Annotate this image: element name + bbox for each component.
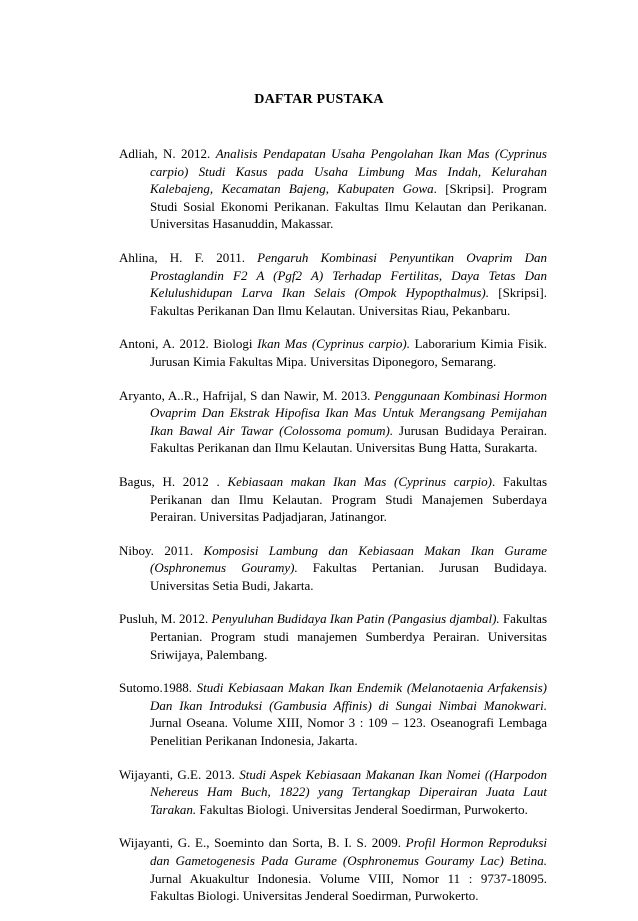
reference-entry [119,679,547,749]
reference-entry [119,610,547,663]
reference-entry [119,145,547,233]
reference-source: Fakultas Pertanian. Program studi manajemen Sumberdya Perairan. Universitas Sriwijaya, Palembang. [150,611,548,662]
reference-source: Laborarium Kimia Fisik. Jurusan Kimia Fakultas Mipa. Universitas Diponegoro, Semarang. [150,336,547,369]
reference-title: Analisis Pendapatan Usaha Pengolahan Ikan Mas (Cyprinus carpio) Studi Kasus pada Usaha Limbung Mas Indah, Kelurahan Kalebajeng, Kecamatan Bajeng, Kabupaten Gowa [150,146,547,197]
reference-source: . Fakultas Perikanan dan Ilmu Kelautan. Program Studi Manajemen Suberdaya Perairan. Universitas Padjadjaran, Jatinangor. [150,473,548,525]
reference-entry [119,473,547,526]
reference-entry [119,766,547,819]
reference-title: Kebiasaan makan Ikan Mas (Cyprinus carpio) [227,473,492,489]
reference-entry [119,542,547,595]
reference-title: Penyuluhan Budidaya Ikan Patin (Pangasius djambal). [211,611,500,627]
reference-entry [119,834,547,904]
reference-authors-year: Pusluh, M. 2012. [119,611,212,627]
reference-title: Studi Aspek Kebiasaan Makanan Ikan Nomei ((Harpodon Nehereus Ham Buch, 1822) yang Tertangkap Diperairan Juata Laut Tarakan. [150,766,547,817]
reference-list [119,145,547,921]
reference-entry [119,249,547,319]
reference-title: Studi Kebiasaan Makan Ikan Endemik (Melanotaenia Arfakensis) Dan Ikan Introduksi (Gambusia Affinis) di Sungai Nimbai Manokwari. [150,680,547,713]
reference-title: Profil Hormon Reproduksi dan Gametogenesis Pada Gurame (Osphronemus Gouramy Lac) Betina. [150,835,548,868]
reference-source: Jurnal Oseana. Volume XIII, Nomor 3 : 109 – 123. Oseanografi Lembaga Penelitian Perikanan Indonesia, Jakarta. [150,715,547,749]
reference-source: Jurnal Akuakultur Indonesia. Volume VIII, Nomor 11 : 9737-18095. Fakultas Biologi. Universitas Jenderal Soedirman, Purwokerto. [150,870,547,904]
reference-source: Jurusan Budidaya Perairan. Fakultas Perikanan dan Ilmu Kelautan. Universitas Bung Hatta, Surakarta. [150,422,547,456]
reference-entry [119,335,547,370]
page-title: DAFTAR PUSTAKA [254,92,384,107]
reference-title: Pengaruh Kombinasi Penyuntikan Ovaprim Dan Prostaglandin F2 A (Pgf2 A) Terhadap Fertilitas, Daya Tetas Dan Kelulushidupan Larva Ikan Selais (Ompok Hypopthalmus). [150,249,547,301]
reference-authors-year: Wijayanti, G.E. 2013. [119,766,240,782]
reference-entry [119,387,547,457]
reference-source: Fakultas Pertanian. Jurusan Budidaya. Universitas Setia Budi, Jakarta. [150,560,547,593]
reference-title: Penggunaan Kombinasi Hormon Ovaprim Dan Ekstrak Hipofisa Ikan Mas Untuk Merangsang Pemijahan Ikan Bawal Air Tawar (Colossoma pomum). [150,387,548,438]
reference-authors-year: Bagus, H. 2012 . [119,473,228,489]
reference-authors-year: Ahlina, H. F. 2011. [119,249,258,265]
reference-authors-year: Sutomo.1988. [119,680,197,696]
reference-title: Ikan Mas (Cyprinus carpio). [257,336,410,352]
reference-authors-year: Niboy. 2011. [119,542,204,558]
reference-source: . [Skripsi]. Program Studi Sosial Ekonomi Perikanan. Fakultas Ilmu Kelautan dan Perikanan. Universitas Hasanuddin, Makassar. [150,181,547,232]
reference-authors-year: Wijayanti, G. E., Soeminto dan Sorta, B. I. S. 2009. [119,835,406,851]
reference-source: [Skripsi]. Fakultas Perikanan Dan Ilmu Kelautan. Universitas Riau, Pekanbaru. [150,285,547,318]
reference-authors-year: Antoni, A. 2012. Biologi [119,336,258,352]
reference-source: Fakultas Biologi. Universitas Jenderal Soedirman, Purwokerto. [196,801,528,817]
reference-authors-year: Adliah, N. 2012. [119,146,216,161]
reference-title: Komposisi Lambung dan Kebiasaan Makan Ikan Gurame (Osphronemus Gouramy). [150,542,547,576]
reference-authors-year: Aryanto, A..R., Hafrijal, S dan Nawir, M. 2013. [119,387,375,403]
